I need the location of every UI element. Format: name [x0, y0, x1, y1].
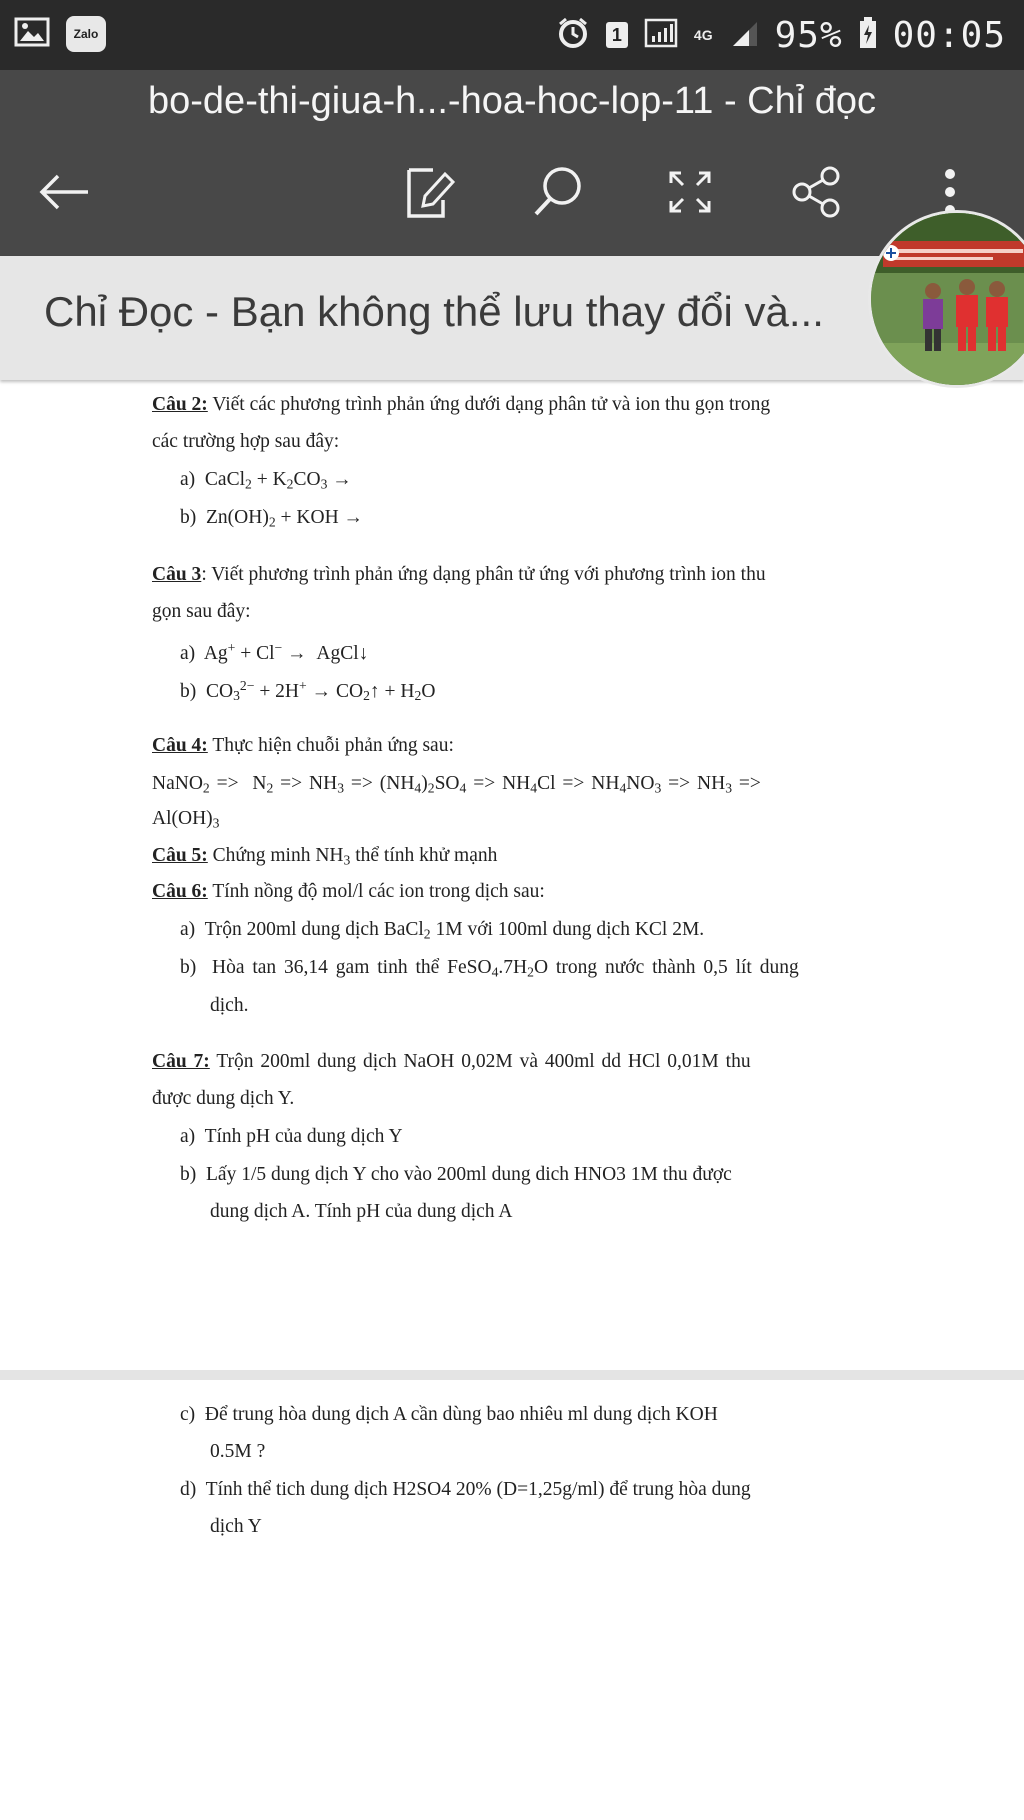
item-label: a)	[180, 1126, 196, 1147]
question-3-b: b) $CO_3^{2-} + 2H^+$ → $CO_2↑ + H_2O$	[180, 678, 436, 704]
battery-percent: 95%	[774, 14, 843, 56]
document-page-2	[152, 1380, 872, 1580]
app-toolbar	[0, 70, 1024, 256]
item-text: Tính thể tich dung dịch H2SO4 20% (D=1,25g/ml) để trung hòa dung	[205, 1479, 751, 1500]
item-text-end: O trong nước thành 0,5 lít dung	[533, 957, 799, 978]
question-text: Viết các phương trình phản ứng dưới dạng phân tử và ion thu gọn trong	[207, 394, 771, 415]
item-label: b)	[180, 1164, 197, 1185]
page-separator	[0, 1370, 1024, 1380]
clock: 00:05	[892, 14, 1006, 56]
signal-box-icon	[644, 18, 678, 52]
item-text-end: 1M với 100ml dung dịch KCl 2M.	[430, 919, 705, 940]
item-text: Trộn 200ml dung dịch BaCl	[204, 919, 424, 940]
question-6-b: b) Hòa tan 36,14 gam tinh thể $FeSO_4.7H_2O$ trong nước thành 0,5 lít dung	[180, 957, 799, 980]
question-7-d	[180, 1479, 751, 1501]
question-label: Câu 5:	[152, 845, 208, 866]
item-label: b)	[180, 680, 197, 702]
question-label: Câu 7:	[152, 1051, 210, 1072]
question-7-cont: được dung dịch Y.	[152, 1088, 295, 1109]
question-label: Câu 3	[152, 564, 202, 585]
zalo-icon: Zalo	[66, 16, 106, 52]
question-2-a: a) CaCl$_2$ + $K_2CO_3$ →	[180, 469, 352, 492]
question-7-c-cont: 0.5M ?	[210, 1441, 266, 1462]
question-6-b-cont: dịch.	[210, 995, 249, 1016]
question-7	[152, 1051, 751, 1073]
question-7-b	[180, 1164, 732, 1186]
question-2-b: b) $Zn(OH)_2$ + KOH →	[180, 507, 364, 530]
item-text: Hòa tan 36,14 gam tinh thể FeSO	[212, 957, 492, 978]
sim-badge: 1	[606, 22, 628, 48]
gallery-icon	[14, 17, 50, 51]
share-icon[interactable]	[788, 162, 848, 222]
search-icon[interactable]	[528, 162, 588, 222]
question-label: Câu 6:	[152, 881, 208, 902]
question-label: Câu 2:	[152, 394, 208, 415]
item-text: Để trung hòa dung dịch A cần dùng bao nhiêu ml dung dịch KOH	[204, 1404, 718, 1425]
status-bar	[0, 0, 1024, 70]
question-text: Trộn 200ml dung dịch NaOH 0,02M và 400ml dd HCl 0,01M thu	[209, 1051, 751, 1072]
question-text-end: thể tính khử mạnh	[350, 845, 498, 866]
item-text-mid: .7H	[498, 957, 528, 978]
question-text: Thực hiện chuỗi phản ứng sau:	[207, 735, 454, 756]
question-2	[152, 394, 770, 416]
item-text: Lấy 1/5 dung dịch Y cho vào 200ml dung dich HNO3 1M thu được	[206, 1164, 732, 1185]
document-title: bo-de-thi-giua-h...-hoa-hoc-lop-11 - Chỉ đọc	[148, 80, 876, 122]
item-label: b)	[180, 507, 197, 528]
question-4-chain-cont: $Al(OH)_3$	[152, 808, 220, 831]
question-7-d-cont: dịch Y	[210, 1516, 262, 1537]
question-7-b-cont: dung dịch A. Tính pH của dung dịch A	[210, 1201, 513, 1222]
question-3	[152, 564, 766, 586]
back-arrow-icon[interactable]	[34, 162, 94, 222]
question-text: : Viết phương trình phản ứng dạng phân tử ứng với phương trình ion thu	[201, 564, 766, 585]
edit-icon[interactable]	[400, 162, 460, 222]
item-label: a)	[180, 919, 196, 940]
question-4-chain: NaNO$_2$ => $N_2 => NH_3 => (NH_4)_2SO_4 => NH_4Cl => NH_4NO_3 => NH_3$ =>	[152, 773, 761, 796]
document-page-1	[152, 385, 872, 1285]
question-7-c	[180, 1404, 718, 1426]
battery-charging-icon	[859, 17, 877, 53]
item-label: c)	[180, 1404, 196, 1425]
item-label: a)	[180, 469, 196, 490]
item-text: Tính pH của dung dịch Y	[204, 1126, 403, 1147]
question-text: Tính nồng độ mol/l các ion trong dịch sau:	[207, 881, 545, 902]
question-6-a: a) Trộn 200ml dung dịch BaCl$_2$ 1M với 100ml dung dịch KCl 2M.	[180, 919, 705, 942]
item-label: a)	[180, 642, 196, 664]
item-label: d)	[180, 1479, 197, 1500]
cell-signal-icon	[729, 18, 759, 52]
question-2-cont: các trường hợp sau đây:	[152, 431, 340, 452]
alarm-icon	[556, 16, 590, 54]
question-label: Câu 4:	[152, 735, 208, 756]
banner-text: Chỉ Đọc - Bạn không thể lưu thay đổi và...	[44, 288, 824, 335]
item-label: b)	[180, 957, 197, 978]
question-6	[152, 881, 545, 903]
fullscreen-icon[interactable]	[660, 162, 720, 222]
question-7-a	[180, 1126, 403, 1148]
question-3-a: a) Ag+ + Cl− → AgCl↓	[180, 640, 369, 664]
question-5: Câu 5: Chứng minh $NH_3$ thể tính khử mạnh	[152, 845, 498, 868]
network-type: 4G	[693, 27, 713, 43]
question-4	[152, 735, 454, 757]
question-3-cont: gọn sau đây:	[152, 601, 251, 622]
question-text: Chứng minh NH	[207, 845, 344, 866]
